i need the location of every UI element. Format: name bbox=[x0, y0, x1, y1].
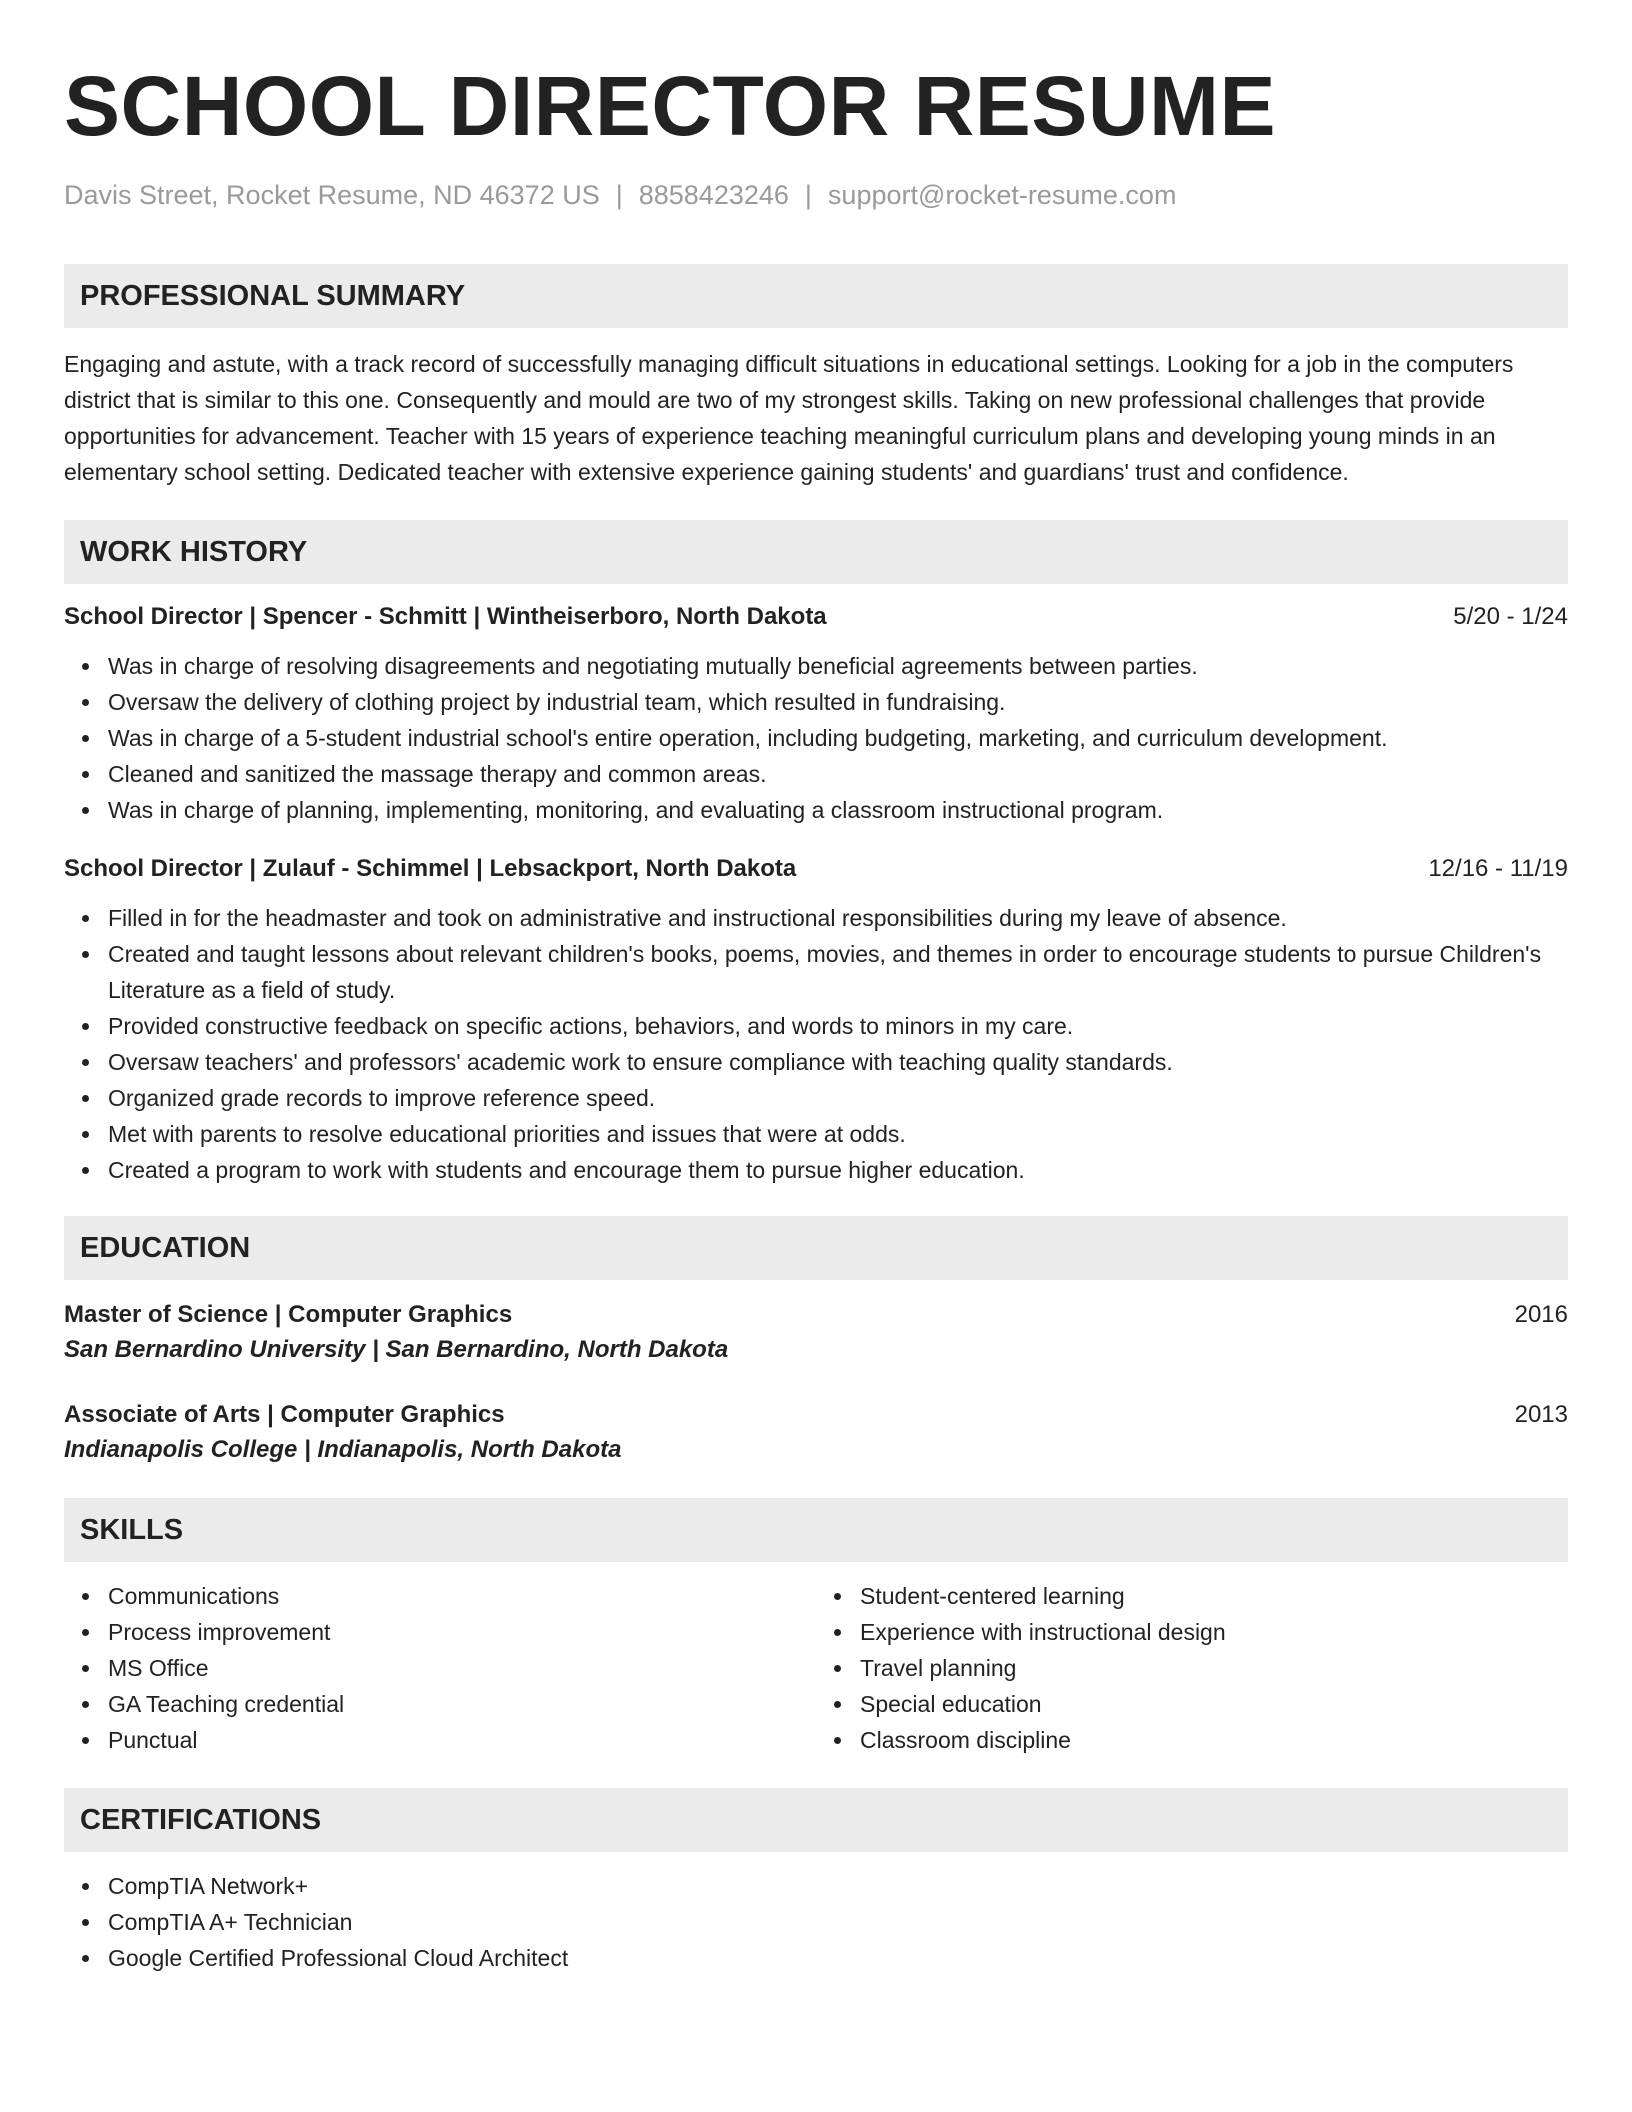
skill-item: MS Office bbox=[108, 1650, 816, 1686]
list-item: Oversaw teachers' and professors' academic work to ensure compliance with teaching quality standards. bbox=[108, 1044, 1568, 1080]
job-dates: 5/20 - 1/24 bbox=[1453, 603, 1568, 630]
certification-item: CompTIA Network+ bbox=[108, 1868, 1568, 1904]
list-item: Filled in for the headmaster and took on administrative and instructional responsibilities during my leave of absence. bbox=[108, 900, 1568, 936]
education-header bbox=[64, 1298, 1568, 1332]
skill-item: Student-centered learning bbox=[860, 1578, 1568, 1614]
contact-separator: | bbox=[615, 180, 623, 210]
certification-item: CompTIA A+ Technician bbox=[108, 1904, 1568, 1940]
resume-title: SCHOOL DIRECTOR RESUME bbox=[64, 59, 1277, 153]
section-header-certifications: CERTIFICATIONS bbox=[64, 1788, 1568, 1852]
list-item: Was in charge of a 5-student industrial school's entire operation, including budgeting, marketing, and curriculum development. bbox=[108, 720, 1568, 756]
section-header-skills: SKILLS bbox=[64, 1498, 1568, 1562]
education-year: 2013 bbox=[1514, 1401, 1568, 1428]
skill-item: GA Teaching credential bbox=[108, 1686, 816, 1722]
skills-list-left bbox=[64, 1578, 816, 1758]
job-entry bbox=[64, 600, 1568, 828]
skills-list-right bbox=[816, 1578, 1568, 1758]
job-header bbox=[64, 600, 1568, 634]
contact-separator: | bbox=[804, 180, 812, 210]
skill-item: Punctual bbox=[108, 1722, 816, 1758]
job-header bbox=[64, 852, 1568, 886]
education-header bbox=[64, 1398, 1568, 1432]
section-header-education: EDUCATION bbox=[64, 1216, 1568, 1280]
education-entry bbox=[64, 1398, 1568, 1468]
section-header-summary: PROFESSIONAL SUMMARY bbox=[64, 264, 1568, 328]
contact-phone: 8858423246 bbox=[638, 180, 789, 210]
job-bullet-list bbox=[64, 900, 1568, 1188]
summary-text: Engaging and astute, with a track record of successfully managing difficult situations in educational settings. Looking for a job in the computers district that is similar to this one. Consequently and mould are two of my strongest skills. Taking on new professional challenges that provide opportunities for advancement. Teacher with 15 years of experience teaching meaningful curriculum plans and developing young minds in an elementary school setting. Dedicated teacher with extensive experience gaining students' and guardians' trust and confidence. bbox=[64, 351, 1514, 485]
certifications-list bbox=[64, 1868, 1568, 1976]
skill-item: Classroom discipline bbox=[860, 1722, 1568, 1758]
contact-line bbox=[64, 178, 1568, 212]
list-item: Oversaw the delivery of clothing project by industrial team, which resulted in fundraising. bbox=[108, 684, 1568, 720]
list-item: Organized grade records to improve reference speed. bbox=[108, 1080, 1568, 1116]
education-degree: Associate of Arts | Computer Graphics bbox=[64, 1401, 505, 1428]
skill-item: Communications bbox=[108, 1578, 816, 1614]
list-item: Met with parents to resolve educational priorities and issues that were at odds. bbox=[108, 1116, 1568, 1152]
education-degree: Master of Science | Computer Graphics bbox=[64, 1301, 513, 1328]
job-bullet-list bbox=[64, 648, 1568, 828]
job-entry bbox=[64, 852, 1568, 1188]
education-school: Indianapolis College | Indianapolis, North Dakota bbox=[64, 1436, 622, 1463]
certification-item: Google Certified Professional Cloud Architect bbox=[108, 1940, 1568, 1976]
list-item: Was in charge of planning, implementing, monitoring, and evaluating a classroom instructional program. bbox=[108, 792, 1568, 828]
job-title: School Director | Zulauf - Schimmel | Lebsackport, North Dakota bbox=[64, 855, 797, 882]
list-item: Cleaned and sanitized the massage therapy and common areas. bbox=[108, 756, 1568, 792]
contact-email[interactable]: support@rocket-resume.com bbox=[827, 180, 1177, 210]
job-dates: 12/16 - 11/19 bbox=[1428, 855, 1568, 882]
education-school: San Bernardino University | San Bernardino, North Dakota bbox=[64, 1336, 729, 1363]
list-item: Created and taught lessons about relevant children's books, poems, movies, and themes in order to encourage students to pursue Children's Literature as a field of study. bbox=[108, 936, 1568, 1008]
skill-item: Special education bbox=[860, 1686, 1568, 1722]
education-entry bbox=[64, 1298, 1568, 1368]
skill-item: Travel planning bbox=[860, 1650, 1568, 1686]
job-title: School Director | Spencer - Schmitt | Wintheiserboro, North Dakota bbox=[64, 603, 827, 630]
contact-address: Davis Street, Rocket Resume, ND 46372 US bbox=[64, 180, 600, 210]
section-header-work-history: WORK HISTORY bbox=[64, 520, 1568, 584]
skills-grid bbox=[64, 1578, 1568, 1758]
list-item: Was in charge of resolving disagreements and negotiating mutually beneficial agreements between parties. bbox=[108, 648, 1568, 684]
skill-item: Experience with instructional design bbox=[860, 1614, 1568, 1650]
skill-item: Process improvement bbox=[108, 1614, 816, 1650]
education-year: 2016 bbox=[1514, 1301, 1568, 1328]
list-item: Provided constructive feedback on specific actions, behaviors, and words to minors in my care. bbox=[108, 1008, 1568, 1044]
list-item: Created a program to work with students and encourage them to pursue higher education. bbox=[108, 1152, 1568, 1188]
